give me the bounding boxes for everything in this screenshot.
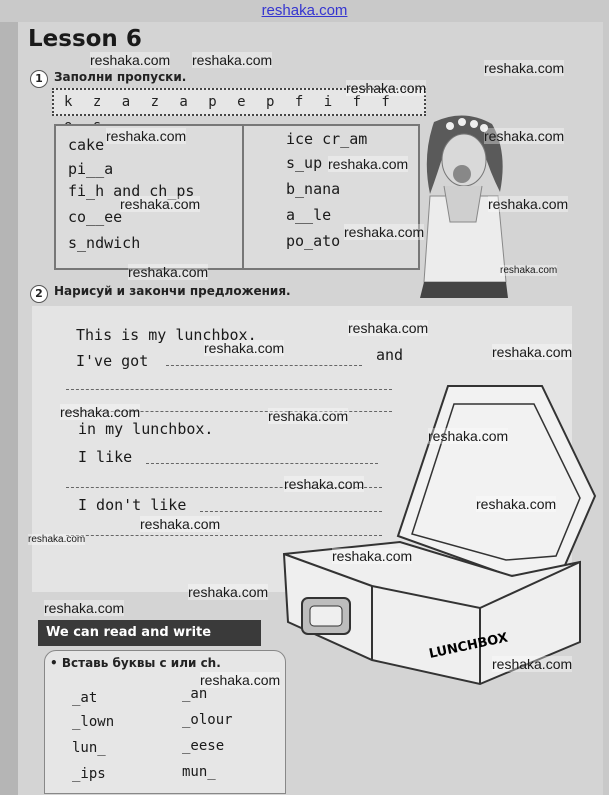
watermark: reshaka.com bbox=[476, 496, 557, 512]
letters-box: k z a z a p e p f i f f bbox=[52, 88, 426, 116]
item-cat[interactable]: _at bbox=[72, 690, 98, 706]
watermark: reshaka.com bbox=[268, 408, 349, 424]
word-coffee: co__ee bbox=[68, 208, 123, 226]
sentence-ive-got: I've got bbox=[76, 352, 149, 370]
watermark: reshaka.com bbox=[204, 340, 285, 356]
item-cheese[interactable]: _eese bbox=[182, 738, 225, 754]
word-fish-and-chips: fi_h and ch_ps bbox=[68, 182, 195, 200]
exercise-1-title: Заполни пропуски. bbox=[54, 70, 187, 84]
page-spine bbox=[0, 22, 18, 795]
item-can[interactable]: _an bbox=[182, 686, 208, 702]
exercise-2-number: 2 bbox=[30, 285, 48, 303]
word-apple: a__le bbox=[286, 206, 332, 224]
watermark: reshaka.com bbox=[492, 344, 573, 360]
watermark: reshaka.com bbox=[484, 128, 565, 144]
sentence-i-like: I like bbox=[78, 448, 133, 466]
item-colour[interactable]: _olour bbox=[182, 712, 233, 728]
watermark: reshaka.com bbox=[120, 196, 201, 212]
watermark: reshaka.com bbox=[188, 584, 269, 600]
watermark: reshaka.com bbox=[128, 264, 209, 280]
exercise-1-number: 1 bbox=[30, 70, 48, 88]
watermark: reshaka.com bbox=[28, 534, 86, 545]
sentence-this-is-my-lunchbox: This is my lunchbox. bbox=[76, 326, 257, 344]
read-write-instruction: • Вставь буквы c или ch. bbox=[50, 656, 221, 670]
watermark: reshaka.com bbox=[348, 320, 429, 336]
sentence-in-my-lunchbox: in my lunchbox. bbox=[78, 420, 214, 438]
word-cake: cake bbox=[68, 136, 105, 154]
watermark: reshaka.com bbox=[328, 156, 409, 172]
lesson-title: Lesson 6 bbox=[28, 26, 142, 52]
watermark: reshaka.com bbox=[332, 548, 413, 564]
watermark: reshaka.com bbox=[90, 52, 171, 68]
watermark: reshaka.com bbox=[284, 476, 365, 492]
table-divider bbox=[242, 126, 244, 268]
word-potato: po_ato bbox=[286, 232, 341, 250]
word-banana: b_nana bbox=[286, 180, 341, 198]
answer-line-1[interactable] bbox=[166, 364, 362, 366]
watermark: reshaka.com bbox=[106, 128, 187, 144]
watermark: reshaka.com bbox=[60, 404, 141, 420]
sentence-i-dont-like: I don't like bbox=[78, 496, 187, 514]
item-chips[interactable]: _ips bbox=[72, 766, 106, 782]
site-header-link[interactable]: reshaka.com bbox=[261, 2, 348, 19]
watermark: reshaka.com bbox=[44, 600, 125, 616]
watermark: reshaka.com bbox=[484, 60, 565, 76]
word-sandwich: s_ndwich bbox=[68, 234, 141, 252]
read-write-banner: We can read and write bbox=[38, 620, 261, 646]
watermark: reshaka.com bbox=[492, 656, 573, 672]
exercise-2-title: Нарисуй и закончи предложения. bbox=[54, 284, 291, 298]
watermark: reshaka.com bbox=[346, 80, 427, 96]
watermark: reshaka.com bbox=[192, 52, 273, 68]
word-pizza: pi__a bbox=[68, 160, 114, 178]
watermark: reshaka.com bbox=[200, 672, 281, 688]
watermark: reshaka.com bbox=[140, 516, 221, 532]
item-munch[interactable]: mun_ bbox=[182, 764, 216, 780]
sentence-and: and bbox=[376, 346, 404, 364]
watermark: reshaka.com bbox=[344, 224, 425, 240]
watermark: reshaka.com bbox=[488, 196, 569, 212]
watermark: reshaka.com bbox=[500, 265, 558, 276]
item-lunch[interactable]: lun_ bbox=[72, 740, 106, 756]
word-soup: s_up bbox=[286, 154, 323, 172]
word-ice-cream: ice cr_am bbox=[286, 130, 368, 148]
item-clown[interactable]: _lown bbox=[72, 714, 115, 730]
watermark: reshaka.com bbox=[428, 428, 509, 444]
lunchbox-label: LUNCHBOX bbox=[427, 630, 510, 662]
